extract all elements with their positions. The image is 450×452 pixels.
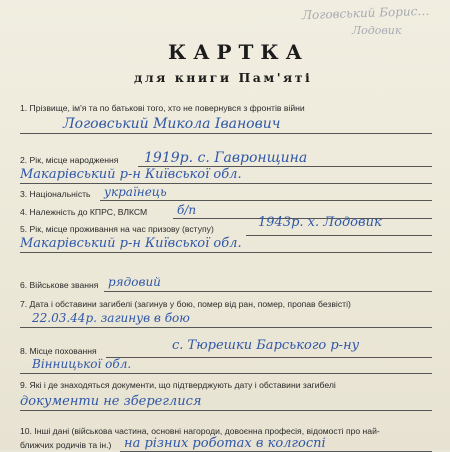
corner-note-line-1: Логовський Борис…	[301, 3, 430, 23]
field-1-label: 1. Прізвище, ім'я та по батькові того, хто не повернувся з фронтів війни	[20, 103, 305, 113]
field-5-line	[246, 235, 432, 236]
field-5-line-2	[20, 252, 432, 253]
field-10-label-2: ближчих родичів та ін.)	[20, 440, 112, 450]
field-8-value: с. Тюрешки Барського р-ну	[172, 338, 360, 353]
field-9-line	[20, 410, 432, 411]
field-4-value: б/п	[177, 203, 197, 217]
field-2-line-2	[20, 183, 432, 184]
card-title: КАРТКА	[168, 40, 309, 64]
field-8-line	[106, 357, 432, 358]
field-5-label: 5. Рік, місце проживання на час призову (вступу)	[20, 224, 214, 234]
field-8-value-2: Вінницької обл.	[32, 357, 132, 371]
field-3-line	[100, 200, 432, 201]
field-5-value: 1943р. х. Лодовик	[258, 215, 382, 230]
field-8-label: 8. Місце поховання	[20, 346, 97, 356]
field-10-label: 10. Інші дані (військова частина, основні нагороди, довоєнна професія, відомості про най-	[20, 426, 380, 436]
field-3-label: 3. Національність	[20, 189, 91, 199]
field-4-label: 4. Належність до КПРС, ВЛКСМ	[20, 207, 148, 217]
field-3-value: українець	[104, 185, 167, 199]
card-subtitle: для книги Пам'яті	[134, 70, 313, 85]
field-1-line	[20, 133, 432, 134]
field-10-value: на різних роботах в колгоспі	[124, 436, 326, 451]
field-1-value: Логовський Микола Іванович	[63, 116, 281, 132]
field-2-value-2: Макарівський р-н Київської обл.	[20, 167, 242, 182]
field-9-value: документи не збереглися	[20, 394, 202, 409]
field-2-value: 1919р. с. Гавронщина	[144, 150, 308, 166]
corner-note-line-2: Лодовик	[352, 24, 402, 37]
field-7-value: 22.03.44р. загинув в бою	[32, 311, 190, 325]
field-8-line-2	[20, 373, 432, 374]
field-5-value-2: Макарівський р-н Київської обл.	[20, 236, 242, 251]
field-7-line	[20, 327, 432, 328]
field-9-label: 9. Які і де знаходяться документи, що підтверджують дату і обставини загибелі	[20, 380, 336, 390]
field-7-label: 7. Дата і обставини загибелі (загинув у бою, помер від ран, помер, пропав безвісті)	[20, 299, 351, 309]
field-2-label: 2. Рік, місце народження	[20, 155, 119, 165]
field-6-label: 6. Військове звання	[20, 280, 99, 290]
field-6-value: рядовий	[108, 275, 161, 289]
field-6-line	[104, 291, 432, 292]
